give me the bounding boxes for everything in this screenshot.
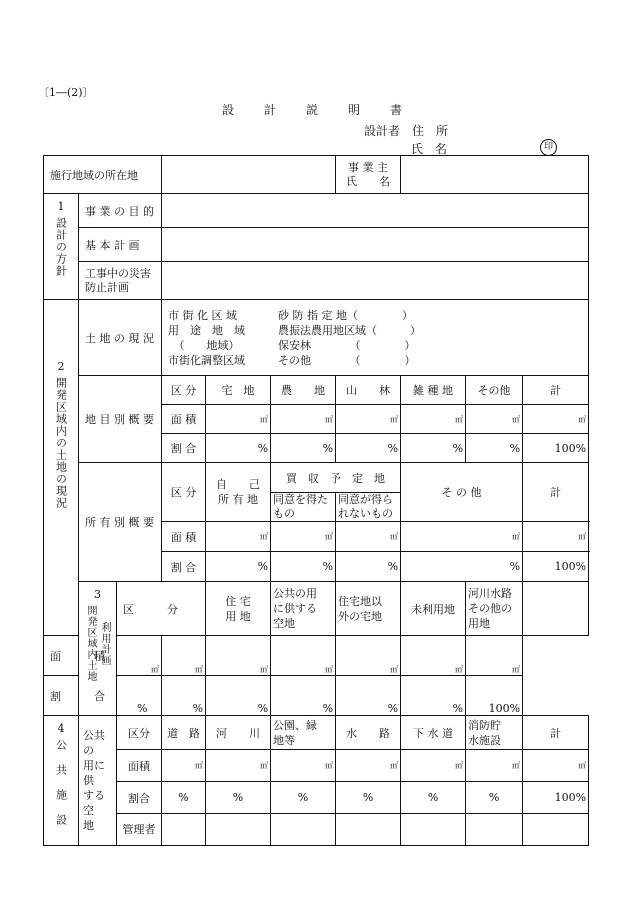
area-cell[interactable]: ㎡ <box>336 636 401 676</box>
design-explanation-form <box>43 155 589 846</box>
ratio-cell[interactable]: % <box>206 782 271 814</box>
landuse-header-residential: 住 宅 用 地 <box>206 582 271 636</box>
area-cell[interactable]: ㎡ <box>466 750 523 782</box>
manager-cell[interactable] <box>466 814 523 846</box>
seal-mark: 印 <box>540 139 557 156</box>
landuse-header-unused: 未利用地 <box>401 582 466 636</box>
disaster-plan-value[interactable] <box>162 262 589 300</box>
public-header-total: 計 <box>523 716 589 750</box>
designation-list: 砂 防 指 定 地（ ） 農振法農用地区域（ ） 保安林 （ ） その他 （ ） <box>278 308 422 367</box>
ratio-cell[interactable]: % <box>271 782 336 814</box>
area-cell[interactable]: ㎡ <box>466 405 523 434</box>
designer-address-label: 設計者 住 所 <box>364 124 449 138</box>
section2-label: 2 開発区域内の土地の現況 <box>44 300 79 636</box>
land-status-options <box>162 300 589 376</box>
area-cell[interactable]: ㎡ <box>336 522 401 552</box>
owner-header-total: 計 <box>523 463 589 522</box>
manager-cell[interactable] <box>206 814 271 846</box>
ownership-summary-label: 所 有 別 概 要 <box>79 463 162 582</box>
area-cell[interactable]: ㎡ <box>271 750 336 782</box>
basic-plan-label: 基 本 計 画 <box>79 228 162 262</box>
ratio-cell[interactable]: % <box>271 434 336 463</box>
designer-name-label: 氏 名 <box>411 142 448 156</box>
ratio-total-cell: 100% <box>523 434 589 463</box>
disaster-plan-label: 工事中の災害 防止計画 <box>79 262 162 300</box>
owner-value[interactable] <box>401 156 589 194</box>
area-cell[interactable]: ㎡ <box>117 636 162 676</box>
landuse-header-non-residential: 住宅地以 外の宅地 <box>336 582 401 636</box>
owner-header-agreed: 同意を得た もの <box>271 493 336 522</box>
owner-header-kubun: 区 分 <box>162 463 206 522</box>
area-cell[interactable]: ㎡ <box>401 522 523 552</box>
area-cell[interactable]: ㎡ <box>336 405 401 434</box>
area-cell[interactable]: ㎡ <box>466 636 523 676</box>
category-header-misc: 雑 種 地 <box>401 376 466 405</box>
ratio-cell[interactable]: % <box>401 782 466 814</box>
owner-header-not-agreed: 同意が得ら れないもの <box>336 493 401 522</box>
ratio-cell[interactable]: % <box>206 552 271 582</box>
ratio-cell[interactable]: % <box>117 676 162 716</box>
area-cell[interactable]: ㎡ <box>401 636 466 676</box>
category-header-total: 計 <box>523 376 589 405</box>
ratio-cell[interactable]: % <box>401 552 523 582</box>
landuse-header-public-open: 公共の用 に供する 空地 <box>271 582 336 636</box>
category-header-other: その他 <box>466 376 523 405</box>
basic-plan-value[interactable] <box>162 228 589 262</box>
manager-cell[interactable] <box>162 814 206 846</box>
public-manager-label: 管理者 <box>117 814 162 846</box>
zone-list: 市 街 化 区 域 用 途 地 域 （ 地域） 市街化調整区域 <box>168 308 246 367</box>
category-ratio-label: 割 合 <box>162 434 206 463</box>
area-cell[interactable]: ㎡ <box>271 636 336 676</box>
area-cell[interactable]: ㎡ <box>162 750 206 782</box>
public-open-space-label: 公共の 用に供 する空 地 <box>79 716 117 846</box>
manager-cell[interactable] <box>523 814 589 846</box>
ratio-cell[interactable]: % <box>466 434 523 463</box>
manager-cell[interactable] <box>271 814 336 846</box>
public-header-road: 道 路 <box>162 716 206 750</box>
ratio-cell[interactable]: % <box>162 676 206 716</box>
ratio-cell[interactable]: % <box>336 552 401 582</box>
landuse-kubun-label: 区 分 <box>117 582 206 636</box>
landuse-header-blank <box>523 582 589 636</box>
owner-label: 事 業 主 氏 名 <box>336 156 401 194</box>
public-kubun-label: 区分 <box>117 716 162 750</box>
ratio-cell[interactable]: % <box>271 552 336 582</box>
public-header-sewer: 下 水 道 <box>401 716 466 750</box>
landuse-area-label: 面 積 <box>44 636 117 676</box>
ratio-cell[interactable]: % <box>206 434 271 463</box>
ratio-cell[interactable]: % <box>336 434 401 463</box>
area-cell[interactable]: ㎡ <box>206 522 271 552</box>
ratio-total-cell: 100% <box>523 782 589 814</box>
ratio-cell[interactable]: % <box>336 676 401 716</box>
area-cell[interactable]: ㎡ <box>523 405 589 434</box>
area-cell[interactable]: ㎡ <box>523 522 589 552</box>
ratio-cell[interactable]: % <box>466 782 523 814</box>
location-value[interactable] <box>162 156 336 194</box>
owner-area-label: 面 積 <box>162 522 206 552</box>
ratio-cell[interactable]: % <box>162 782 206 814</box>
purpose-label: 事 業 の 目 的 <box>79 194 162 228</box>
section4-label: 4 公共施設 <box>44 716 79 846</box>
area-cell[interactable]: ㎡ <box>271 405 336 434</box>
ratio-cell[interactable]: % <box>401 434 466 463</box>
ratio-cell[interactable]: % <box>206 676 271 716</box>
area-cell[interactable]: ㎡ <box>401 405 466 434</box>
public-header-fire-water: 消防貯 水施設 <box>466 716 523 750</box>
owner-header-self: 自 己 所 有 地 <box>206 463 271 522</box>
public-area-label: 面積 <box>117 750 162 782</box>
public-header-park: 公園、緑 地等 <box>271 716 336 750</box>
ratio-cell[interactable]: % <box>401 676 466 716</box>
area-cell[interactable]: ㎡ <box>206 405 271 434</box>
area-cell[interactable]: ㎡ <box>523 750 589 782</box>
area-cell[interactable]: ㎡ <box>401 750 466 782</box>
owner-header-other: そ の 他 <box>401 463 523 522</box>
category-header-forest: 山 林 <box>336 376 401 405</box>
landuse-ratio-label: 割 合 <box>44 676 117 716</box>
category-area-label: 面 積 <box>162 405 206 434</box>
owner-header-purchase: 買 収 予 定 地 <box>271 463 401 493</box>
section1-label: 1 設計の方針 <box>44 194 79 300</box>
ratio-total-cell: 100% <box>523 552 589 582</box>
document-title: 設計説明書 <box>222 103 433 117</box>
location-label: 施行地域の所在地 <box>44 156 162 194</box>
ratio-cell[interactable]: % <box>271 676 336 716</box>
ratio-total-cell: 100% <box>466 676 523 716</box>
public-header-waterway: 水 路 <box>336 716 401 750</box>
category-header-kubun: 区 分 <box>162 376 206 405</box>
area-cell[interactable]: ㎡ <box>206 636 271 676</box>
area-cell[interactable]: ㎡ <box>336 750 401 782</box>
area-cell[interactable]: ㎡ <box>162 636 206 676</box>
owner-ratio-label: 割 合 <box>162 552 206 582</box>
area-cell[interactable]: ㎡ <box>271 522 336 552</box>
ratio-cell[interactable]: % <box>336 782 401 814</box>
section3-label: 3 利用計画 開発区域内土地 <box>79 582 117 716</box>
category-summary-label: 地 目 別 概 要 <box>79 376 162 463</box>
public-header-river: 河 川 <box>206 716 271 750</box>
category-header-residential: 宅 地 <box>206 376 271 405</box>
public-ratio-label: 割合 <box>117 782 162 814</box>
category-header-farmland: 農 地 <box>271 376 336 405</box>
document-code: 〔1―(2)〕 <box>38 86 94 99</box>
purpose-value[interactable] <box>162 194 589 228</box>
landuse-header-river: 河川水路 その他の 用地 <box>466 582 523 636</box>
area-cell[interactable]: ㎡ <box>206 750 271 782</box>
manager-cell[interactable] <box>401 814 466 846</box>
manager-cell[interactable] <box>336 814 401 846</box>
land-status-label: 土 地 の 現 況 <box>79 300 162 376</box>
